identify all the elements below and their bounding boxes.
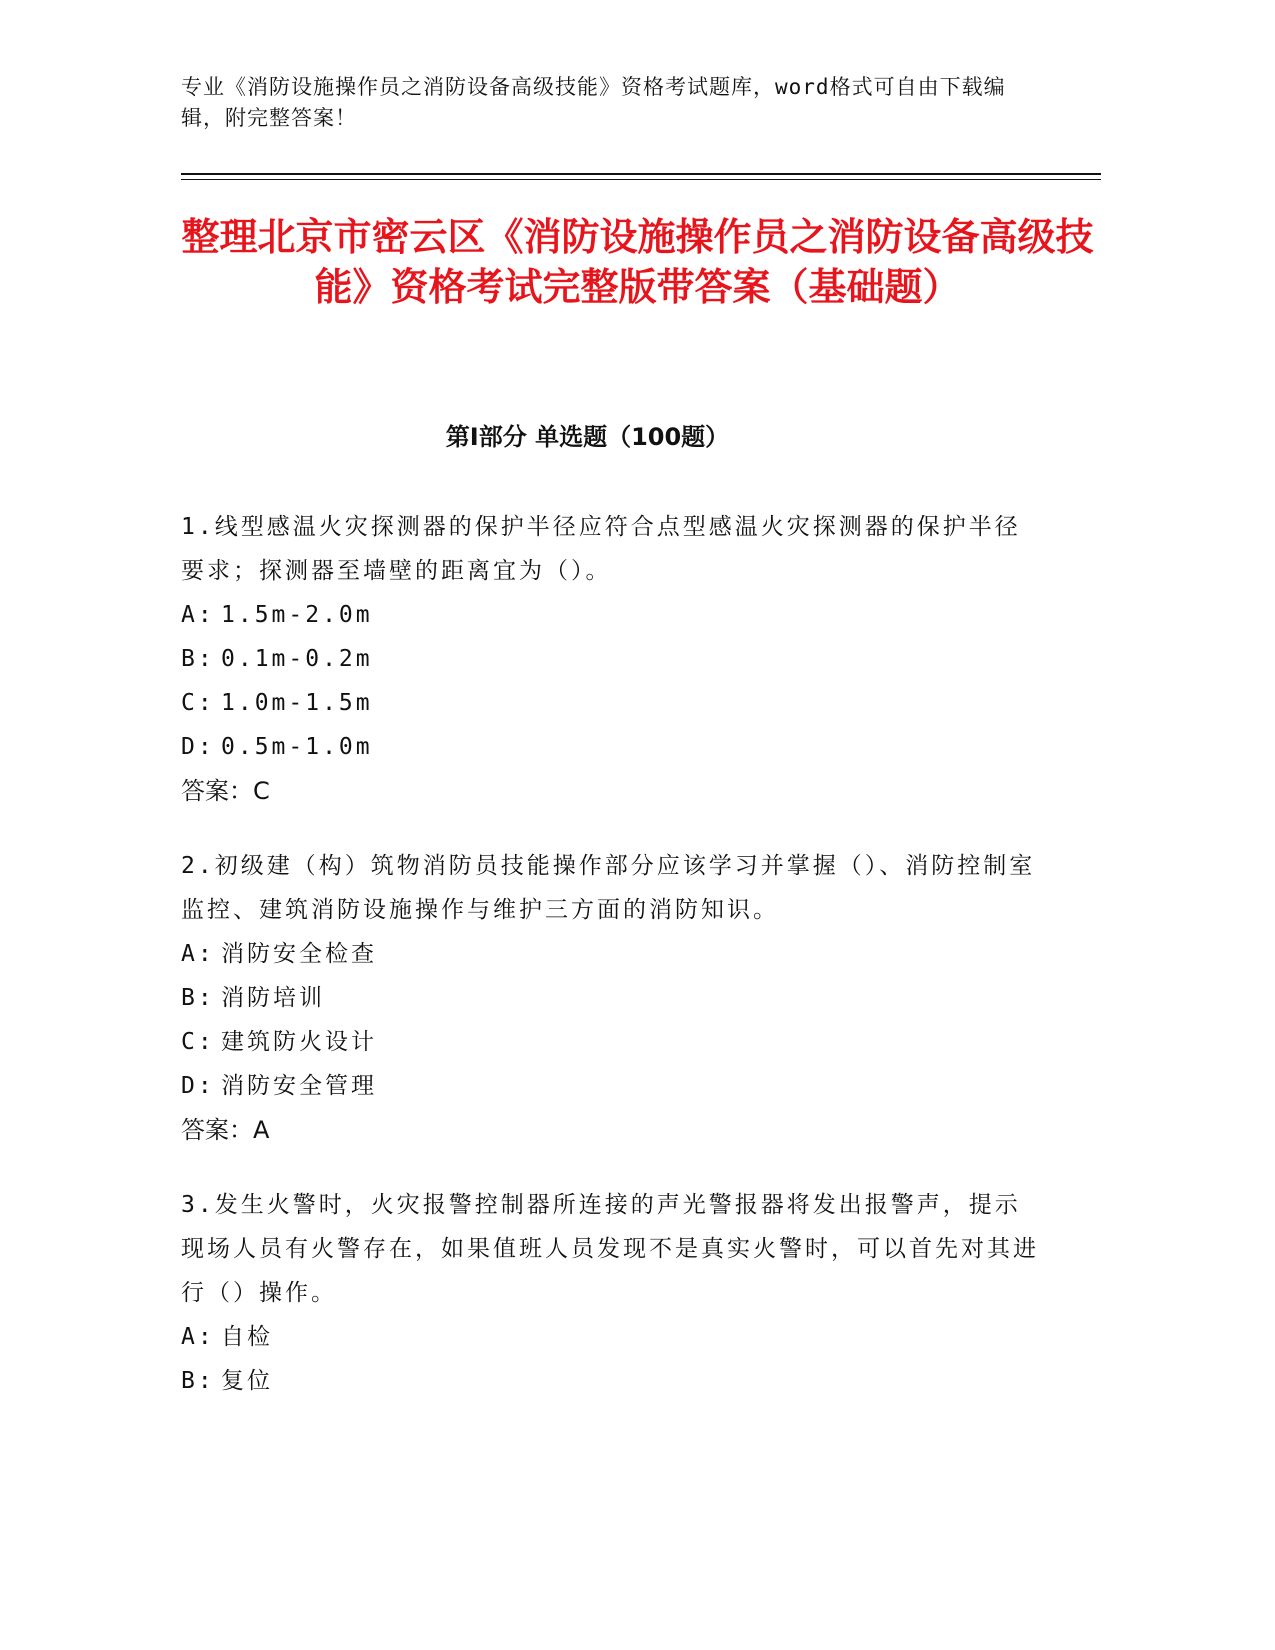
- question-stem: 3.发生火警时，火灾报警控制器所连接的声光警报器将发出报警声，提示现场人员有火警存在，如果值班人员发现不是真实火警时，可以首先对其进行（）操作。: [181, 1192, 1039, 1306]
- option-a: [181, 593, 1041, 637]
- option-text: 建筑防火设计: [221, 1029, 377, 1055]
- option-d: [181, 1064, 1041, 1108]
- question-list: [181, 505, 1041, 1434]
- section-title: 第Ⅰ部分 单选题（100题）: [445, 423, 730, 451]
- option-b: [181, 637, 1041, 681]
- document-title: 整理北京市密云区《消防设施操作员之消防设备高级技能》资格考试完整版带答案（基础题）: [181, 215, 1094, 309]
- option-c: [181, 1020, 1041, 1064]
- question-stem: 1.线型感温火灾探测器的保护半径应符合点型感温火灾探测器的保护半径要求；探测器至墙壁的距离宜为（）。: [181, 514, 1021, 584]
- option-label: B:: [181, 985, 215, 1011]
- option-text: 复位: [221, 1368, 273, 1394]
- header-note: 专业《消防设施操作员之消防设备高级技能》资格考试题库，word格式可自由下载编辑，附完整答案！: [181, 75, 1006, 130]
- option-label: A:: [181, 602, 215, 628]
- option-text: 0.1m-0.2m: [221, 646, 373, 672]
- option-label: A:: [181, 941, 215, 967]
- header-rule-thick: [181, 173, 1101, 175]
- option-text: 消防培训: [221, 985, 325, 1011]
- option-b: [181, 1359, 1041, 1403]
- option-label: B:: [181, 1368, 215, 1394]
- answer-line: 答案：A: [181, 1116, 270, 1144]
- header-rule-thin: [181, 179, 1101, 180]
- option-d: [181, 725, 1041, 769]
- option-c: [181, 681, 1041, 725]
- option-text: 消防安全管理: [221, 1073, 377, 1099]
- option-b: [181, 976, 1041, 1020]
- option-text: 1.0m-1.5m: [221, 690, 373, 716]
- option-a: [181, 932, 1041, 976]
- question-stem: 2.初级建（构）筑物消防员技能操作部分应该学习并掌握（）、消防控制室监控、建筑消防设施操作与维护三方面的消防知识。: [181, 853, 1036, 923]
- option-label: A:: [181, 1324, 215, 1350]
- option-text: 消防安全检查: [221, 941, 377, 967]
- question-item: [181, 844, 1041, 1152]
- question-item: [181, 1183, 1041, 1403]
- option-label: C:: [181, 690, 215, 716]
- option-text: 0.5m-1.0m: [221, 734, 373, 760]
- option-label: B:: [181, 646, 215, 672]
- option-text: 自检: [221, 1324, 273, 1350]
- option-a: [181, 1315, 1041, 1359]
- option-label: D:: [181, 1073, 215, 1099]
- option-label: D:: [181, 734, 215, 760]
- option-label: C:: [181, 1029, 215, 1055]
- option-text: 1.5m-2.0m: [221, 602, 373, 628]
- question-item: [181, 505, 1041, 813]
- answer-line: 答案：C: [181, 777, 270, 805]
